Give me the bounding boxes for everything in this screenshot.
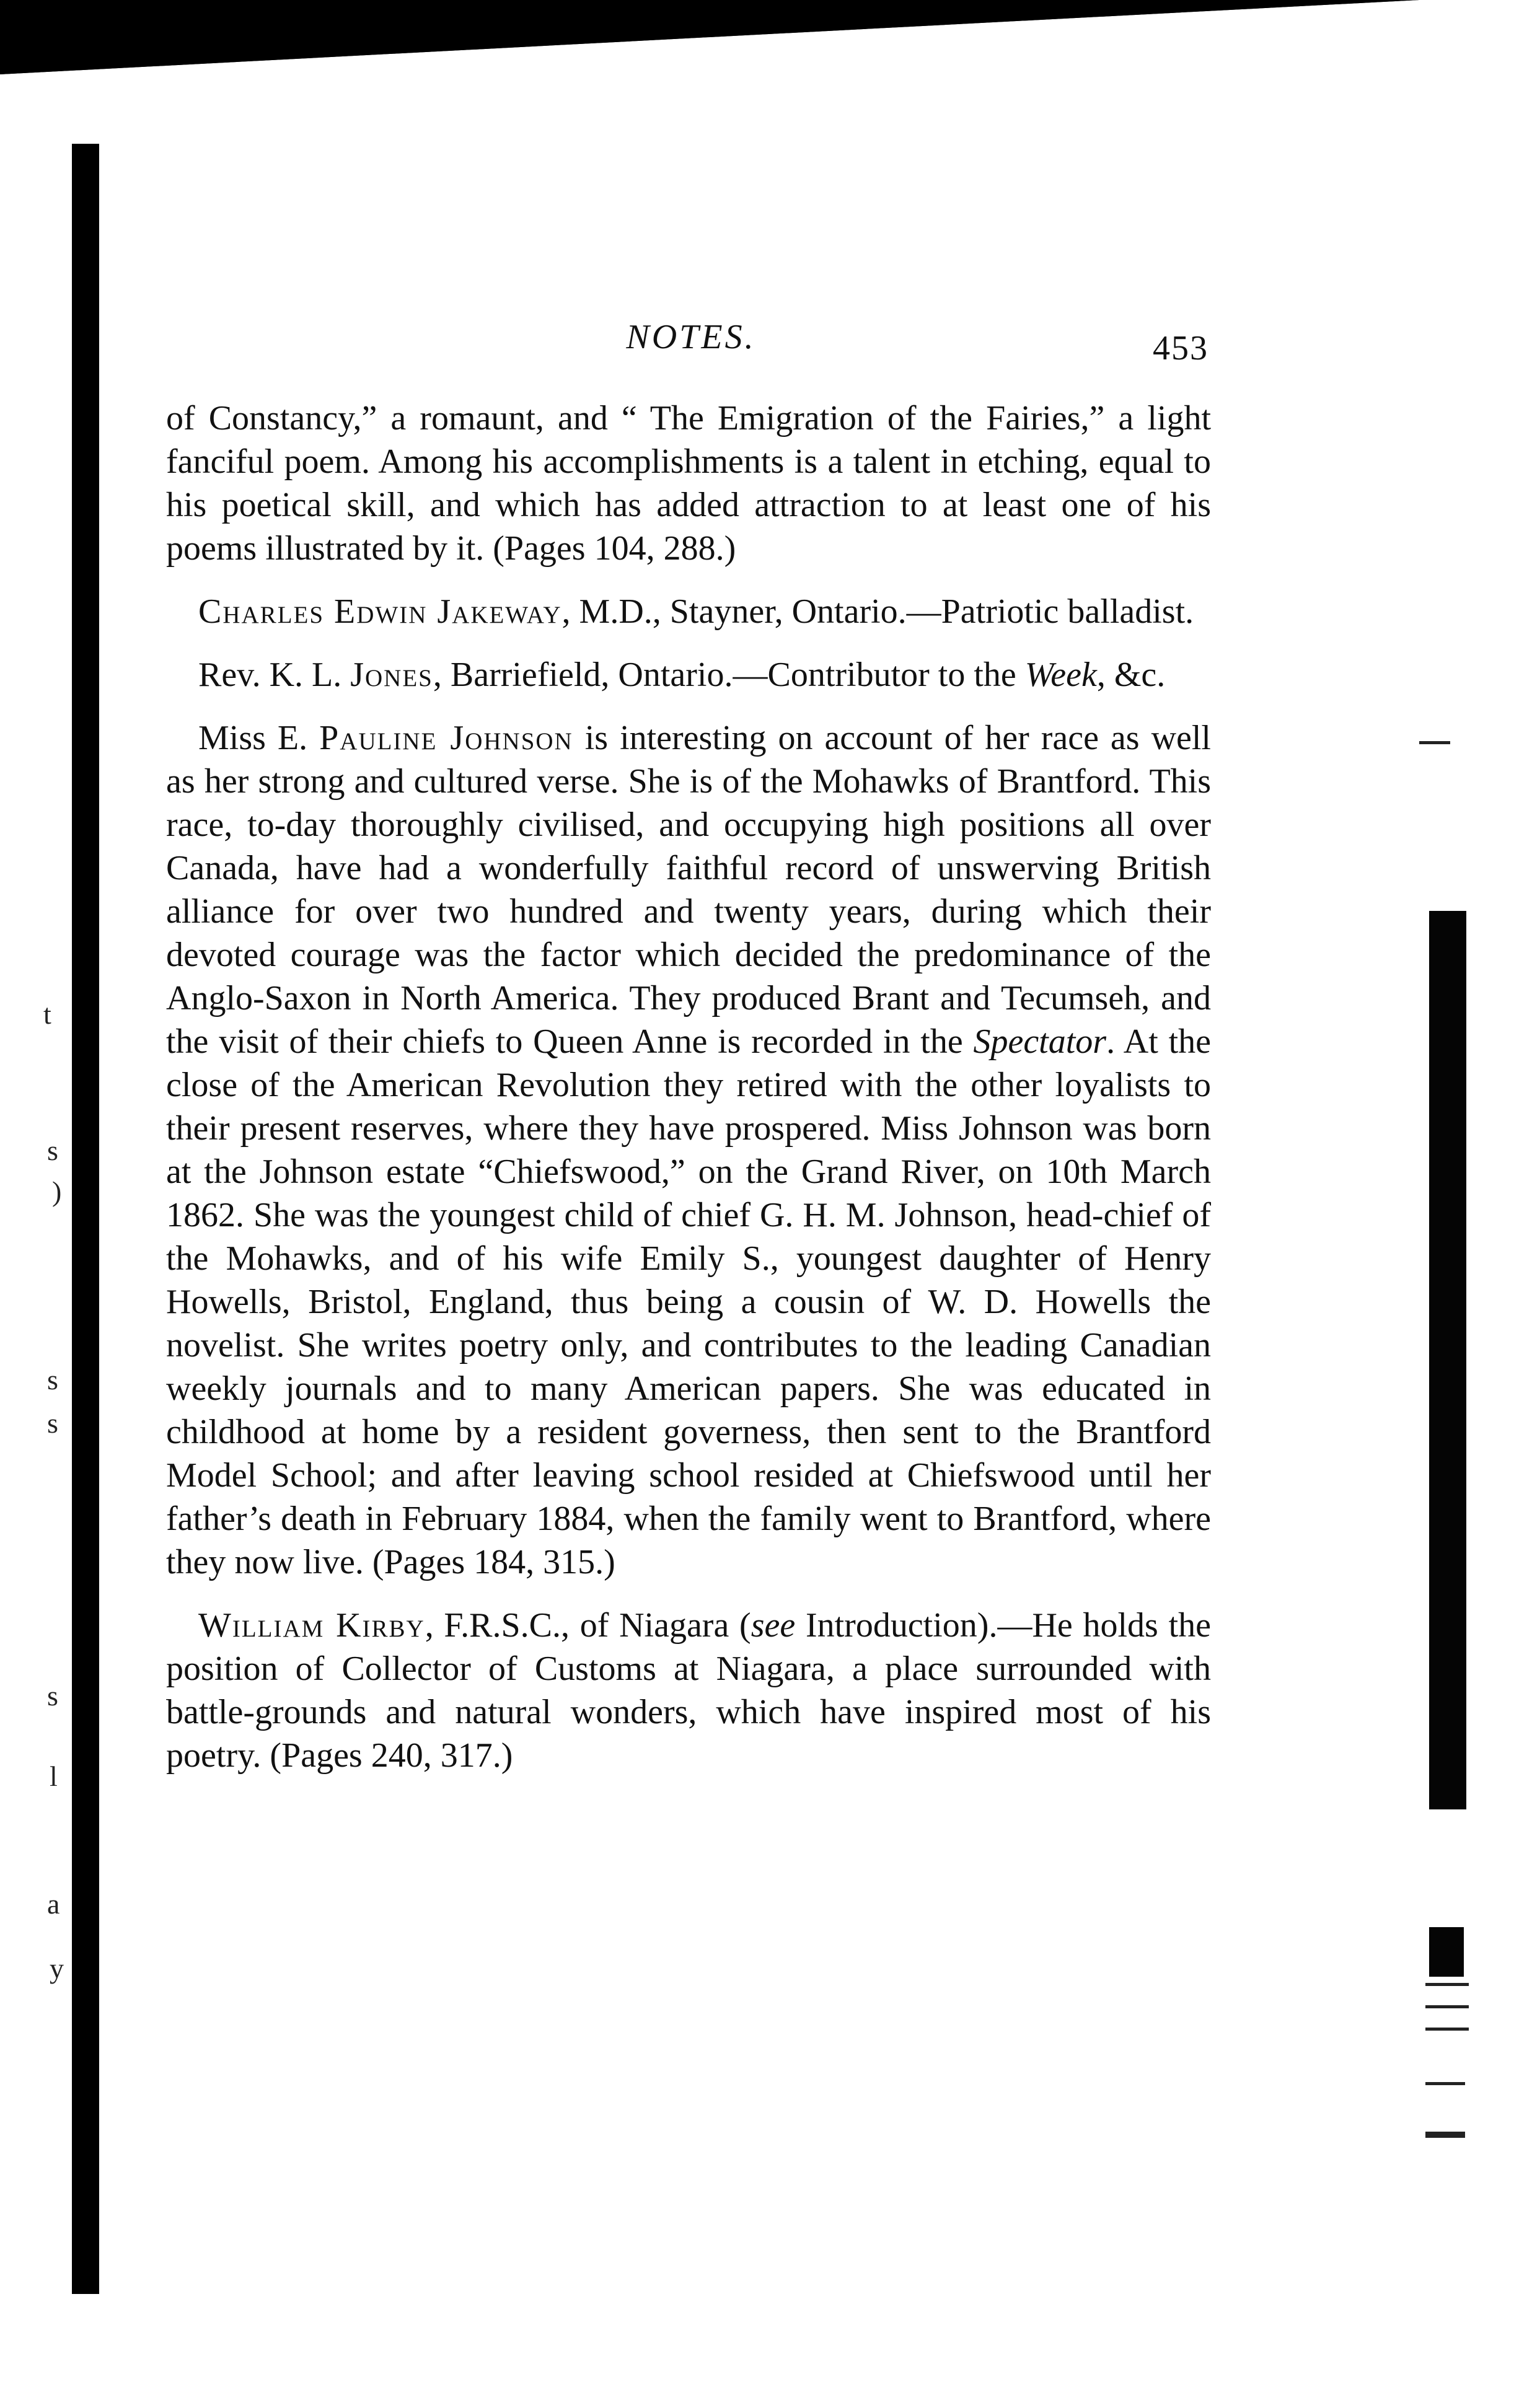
- paragraph-text: , &c.: [1096, 656, 1166, 694]
- person-name: Jones: [350, 656, 433, 694]
- paragraph-text: , M.D., Stayner, Ontario.—Patriotic balladist.: [561, 592, 1194, 631]
- scan-tick: [1425, 2082, 1465, 2085]
- paragraph-text: , F.R.S.C., of Niagara (: [425, 1606, 751, 1645]
- margin-fragment: l: [50, 1760, 58, 1792]
- paragraph-text: , Barriefield, Ontario.—Contributor to the: [433, 656, 1025, 694]
- paragraph-text: Introduction).—He holds the position of Collector of Customs at Niagara, a place surrounded with battle-grounds and natural wonders, which have inspired most of his poetry. (Pages 240, 317.): [166, 1606, 1211, 1775]
- running-title: NOTES.: [626, 318, 756, 356]
- margin-fragment: s: [47, 1407, 58, 1439]
- paragraph-text: is interesting on account of her race as well as her strong and cultured verse. She is of the Mohawks of Brantford. This race, to-day thoroughly civilised, and occupying high positions all over Canada, have had a wonderfully faithful record of unswerving British alliance for over two hundred and twenty years, during which their devoted courage was the factor which decided the predominance of the Anglo-Saxon in North America. They produced Brant and Tecumseh, and the visit of their chiefs to Queen Anne is recorded in the: [166, 719, 1211, 1061]
- scan-tick: [1419, 741, 1450, 744]
- margin-fragment: y: [50, 1953, 64, 1984]
- left-gutter-shadow: [72, 144, 99, 2294]
- margin-fragment: s: [47, 1364, 58, 1395]
- paragraph-text: Miss E.: [198, 719, 320, 757]
- see-reference: see: [751, 1606, 796, 1645]
- running-head: [174, 317, 1208, 367]
- paragraph-constancy: [166, 397, 1211, 570]
- person-name: Charles Edwin Jakeway: [198, 592, 562, 631]
- scan-tick: [1425, 2132, 1465, 2138]
- scan-tick: [1425, 1983, 1469, 1986]
- publication-title: Week: [1024, 656, 1097, 694]
- paragraph-text: of Constancy,” a romaunt, and “ The Emigration of the Fairies,” a light fanciful poem. Among his accomplishments is a talent in etching, equal to his poetical skill, and which has added attraction to at least one of his poems illustrated by it. (Pages 104, 288.): [166, 399, 1211, 568]
- paragraph-kirby: [166, 1604, 1211, 1777]
- margin-fragment: s: [47, 1135, 58, 1166]
- margin-fragment: ): [52, 1175, 62, 1207]
- margin-fragment: a: [47, 1888, 60, 1920]
- paragraph-jones: [166, 653, 1211, 696]
- paragraph-text: . At the close of the American Revolution they retired with the other loyalists to their present reserves, where they have prospered. Miss Johnson was born at the Johnson estate “Chiefswood,” on the Grand River, on 10th March 1862. She was the youngest child of chief G. H. M. Johnson, head-chief of the Mohawks, and of his wife Emily S., youngest daughter of Henry Howells, Bristol, England, thus being a cousin of W. D. Howells the novelist. She writes poetry only, and contributes to the leading Canadian weekly journals and to many American papers. She was educated in childhood at home by a resident governess, then sent to the Brantford Model School; and after leaving school resided at Chiefswood until her father’s death in February 1884, when the family went to Brantford, where they now live. (Pages 184, 315.): [166, 1022, 1212, 1581]
- paragraph-text: Rev. K. L.: [198, 656, 351, 694]
- page-number: 453: [1153, 329, 1208, 367]
- person-name: Pauline Johnson: [319, 719, 573, 757]
- right-edge-shadow: [1429, 911, 1466, 1809]
- person-name: William Kirby: [198, 1606, 425, 1645]
- paragraph-jakeway: [166, 590, 1211, 633]
- margin-fragment: t: [43, 998, 51, 1030]
- paragraph-pauline-johnson: [166, 716, 1211, 1584]
- scan-tick: [1425, 2005, 1469, 2008]
- right-edge-shadow-small: [1429, 1927, 1464, 1977]
- text-column: [166, 397, 1211, 1797]
- margin-fragment: s: [47, 1680, 58, 1712]
- publication-title: Spectator: [973, 1022, 1107, 1061]
- scan-tick: [1425, 2028, 1469, 2031]
